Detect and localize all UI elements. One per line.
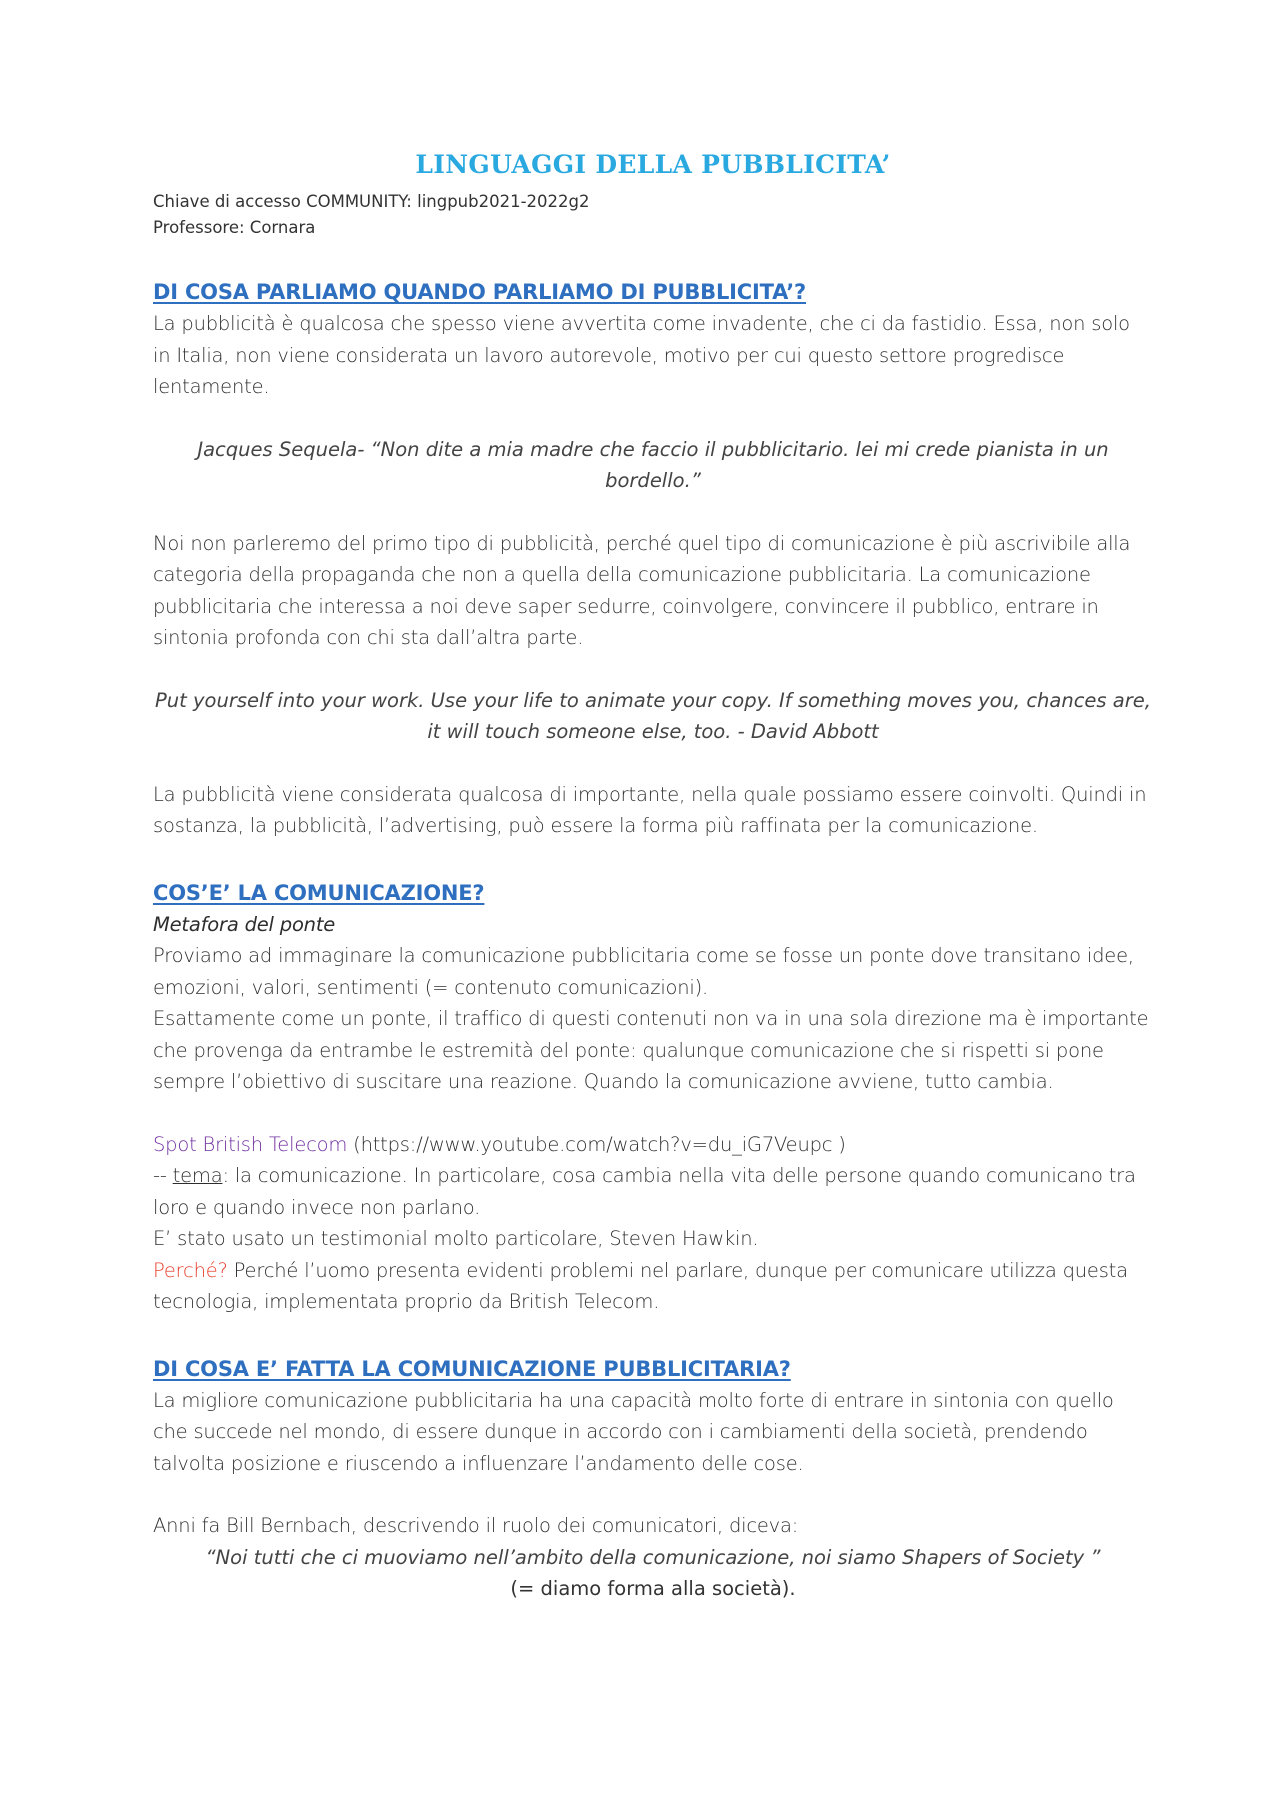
section1-paragraph-2: Noi non parleremo del primo tipo di pubblicità, perché quel tipo di comunicazione è più ascrivibile alla categoria della propaganda che non a quella della comunicazione pubblicitaria. La comunicazione pubblicitaria che interessa a noi deve saper sedurre, coinvolgere, convincere il pubblico, entrare in sintonia profonda con chi sta dall’altra parte.: [153, 531, 1131, 649]
section-heading-fatta: DI COSA E’ FATTA LA COMUNICAZIONE PUBBLICITARIA?: [153, 1356, 791, 1381]
perche-label: Perché?: [153, 1258, 228, 1282]
professor: Professore: Cornara: [153, 218, 316, 237]
spot-url: (https://www.youtube.com/watch?v=du_iG7Veupc ): [347, 1132, 846, 1156]
perche-line: [153, 1255, 1153, 1318]
document-title: LINGUAGGI DELLA PUBBLICITA’: [415, 150, 891, 179]
section-heading-pubblicita: DI COSA PARLIAMO QUANDO PARLIAMO DI PUBBLICITA’?: [153, 280, 806, 304]
tema-prefix: --: [153, 1164, 173, 1187]
section2-paragraph-1: Proviamo ad immaginare la comunicazione pubblicitaria come se fosse un ponte dove transitano idee, emozioni, valori, sentimenti (= contenuto comunicazioni).: [153, 944, 1134, 999]
spot-line: [153, 1129, 1153, 1161]
tema-label: tema: [172, 1164, 223, 1187]
section2-paragraph-2: Esattamente come un ponte, il traffico di questi contenuti non va in una sola direzione ma è importante che provenga da entrambe le estremità del ponte: qualunque comunicazione che si rispetti si pone sempre l’obiettivo di suscitare una reazione. Quando la comunicazione avviene, tutto cambia.: [153, 1007, 1149, 1093]
section1-paragraph-3: La pubblicità viene considerata qualcosa di importante, nella quale possiamo essere coinvolti. Quindi in sostanza, la pubblicità, l’advertising, può essere la forma più raffinata per la comunicazione.: [153, 782, 1147, 837]
section-heading-comunicazione: COS’E’ LA COMUNICAZIONE?: [153, 880, 485, 905]
section3-paragraph-1: La migliore comunicazione pubblicitaria ha una capacità molto forte di entrare in sintonia con quello che succede nel mondo, di essere dunque in accordo con i cambiamenti della società, prendendo talvolta posizione e riuscendo a influenzare l’andamento delle cose.: [153, 1388, 1114, 1475]
perche-text: Perché l’uomo presenta evidenti problemi nel parlare, dunque per comunicare utilizza questa tecnologia, implementata proprio da British Telecom.: [153, 1258, 1128, 1313]
document-page: [153, 150, 1153, 1605]
section1-paragraph-1: La pubblicità è qualcosa che spesso viene avvertita come invadente, che ci da fastidio. Essa, non solo in Italia, non viene considerata un lavoro autorevole, motivo per cui questo settore progredisce lentamente.: [153, 312, 1130, 398]
spot-label: Spot British Telecom: [153, 1132, 348, 1156]
quote-sequela: Jacques Sequela- “Non dite a mia madre che faccio il pubblicitario. lei mi crede pianista in un bordello.”: [197, 437, 1109, 492]
tema-line: [153, 1160, 1153, 1223]
quote-bernbach: “Noi tutti che ci muoviamo nell’ambito della comunicazione, noi siamo Shapers of Society ”: [205, 1545, 1101, 1569]
quote-bernbach-note: (= diamo forma alla società).: [510, 1577, 796, 1600]
quote-abbott: Put yourself into your work. Use your life to animate your copy. If something moves you, chances are, it will touch someone else, too. - David Abbott: [155, 688, 1151, 743]
tema-text: : la comunicazione. In particolare, cosa cambia nella vita delle persone quando comunicano tra loro e quando invece non parlano.: [153, 1164, 1136, 1219]
section2-subtitle: Metafora del ponte: [153, 912, 336, 936]
section3-paragraph-2: Anni fa Bill Bernbach, descrivendo il ruolo dei comunicatori, diceva:: [153, 1514, 799, 1537]
access-key: Chiave di accesso COMMUNITY: lingpub2021-2022g2: [153, 192, 590, 211]
testimonial-line: E’ stato usato un testimonial molto particolare, Steven Hawkin.: [153, 1227, 759, 1250]
